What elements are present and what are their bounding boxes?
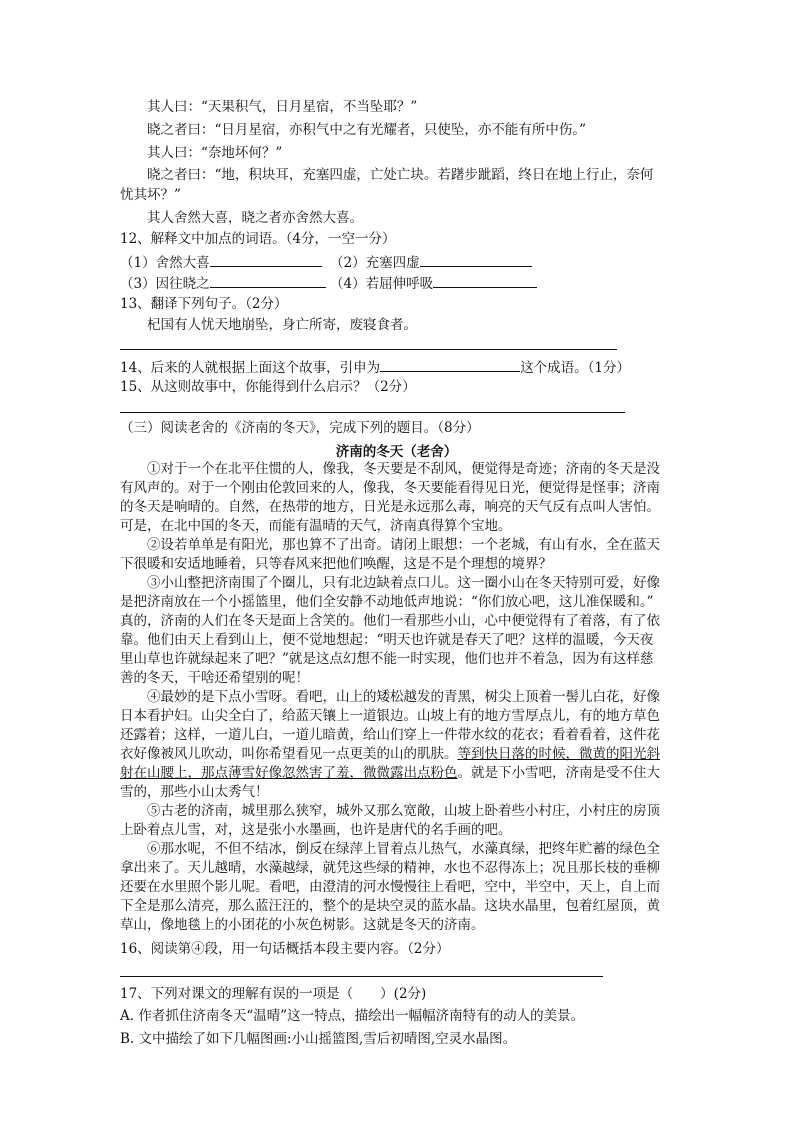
q17-option-b[interactable]: B. 文中描绘了如下几幅图画:小山摇篮图,雪后初晴图,空灵水晶图。 (120, 1031, 517, 1047)
q13-prompt: 13、翻译下列句子。（2分） (120, 296, 288, 312)
q15-prompt: 15、从这则故事中，你能得到什么启示？（2分） (120, 379, 416, 395)
q14-before: 14、后来的人就根据上面这个故事，引申为 (120, 360, 381, 376)
passage-line: 有风声的。对于一个刚由伦敦回来的人，像我，冬天要能看得见日光，便觉得是怪事；济南 (120, 480, 660, 496)
q13-sentence: 杞国有人忧天地崩坠，身亡所寄，废寝食者。 (147, 317, 417, 333)
q14-after: 这个成语。（1分） (520, 360, 631, 376)
q14-line (120, 357, 630, 378)
q12-item-4 (330, 273, 537, 294)
passage-line: 真的，济南的人们在冬天是面上含笑的。他们一看那些小山，心中便觉得有了着落，有了依 (120, 613, 660, 629)
dialogue-line-6: 其人舍然大喜，晓之者亦舍然大喜。 (147, 210, 363, 226)
q12-item-3 (120, 273, 326, 294)
passage-line: 下很暖和安适地睡着，只等春风来把他们唤醒，这是不是个理想的境界？ (120, 556, 552, 572)
q12-item-3-label: （3）因往晓之 (120, 276, 210, 292)
section3-header: （三）阅读老舍的《济南的冬天》，完成下列的题目。（8分） (120, 420, 480, 436)
passage-line: 日本看护妇。山尖全白了，给蓝天镶上一道银边。山坡上有的地方雪厚点儿，有的地方草色 (120, 708, 660, 724)
dialogue-line-5: 忧其坏？” (120, 187, 181, 203)
passage-line: 雪的，那些小山太秀气！ (120, 784, 269, 800)
q12-blank-1[interactable] (210, 252, 322, 267)
underlined-sentence: 射在山腰上，那点薄雪好像忽然害了羞，微微露出点粉色 (120, 765, 458, 781)
q13-answer-line[interactable] (120, 349, 617, 350)
passage-line: ⑥那水呢，不但不结冰，倒反在绿萍上冒着点儿热气，水藻真绿，把终年贮蓄的绿色全 (120, 841, 660, 857)
q14-blank[interactable] (380, 357, 520, 372)
passage-line: ①对于一个在北平住惯的人，像我，冬天要是不刮风，便觉得是奇迹；济南的冬天是没 (120, 461, 660, 477)
passage-line: 是把济南放在一个小摇篮里，他们全安静不动地低声地说：“你们放心吧，这儿准保暖和。” (120, 594, 654, 610)
q12-blank-3[interactable] (210, 273, 326, 288)
passage-line: 还露着；这样，一道儿白，一道儿暗黄，给山们穿上一件带水纹的花衣；看着看着，这件花 (120, 727, 660, 743)
passage-line (120, 745, 660, 764)
q17-prompt: 17、下列对课文的理解有误的一项是（ ）(2分) (120, 986, 427, 1002)
dialogue-line-1: 其人曰：“天果积气，日月星宿，不当坠耶？” (147, 99, 418, 115)
q12-item-1 (120, 252, 322, 273)
passage-text: 。就是下小雪吧，济南是受不住大 (457, 765, 660, 781)
passage-line: 拿出来了。天儿越晴，水藻越绿，就凭这些绿的精神，水也不忍得冻上；况且那长枝的垂柳 (120, 860, 660, 876)
q12-item-4-label: （4）若屈伸呼吸 (330, 276, 434, 292)
q17-option-a[interactable]: A. 作者抓住济南冬天“温晴”这一特点，描绘出一幅幅济南特有的动人的美景。 (120, 1008, 585, 1024)
passage-text: 衣好像被风儿吹动，叫你希望看见一点更美的山的肌肤。 (120, 746, 458, 762)
q16-answer-line[interactable] (120, 976, 603, 977)
dialogue-line-2: 晓之者曰：“日月星宿，亦积气中之有光耀者，只使坠，亦不能有所中伤。” (147, 122, 587, 138)
underlined-sentence: 等到快日落的时候，微黄的阳光斜 (457, 746, 660, 762)
passage-line: ③小山整把济南围了个圈儿，只有北边缺着点口儿。这一圈小山在冬天特别可爱，好像 (120, 575, 660, 591)
passage-line: 上卧着点儿雪，对，这是张小水墨画，也许是唐代的名手画的吧。 (120, 822, 512, 838)
passage-line: 善的冬天，干啥还希望别的呢！ (120, 670, 309, 686)
q12-prompt: 12、解释文中加点的词语。（4分，一空一分） (120, 231, 396, 247)
q12-blank-4[interactable] (433, 273, 537, 288)
passage-line: ④最妙的是下点小雪呀。看吧，山上的矮松越发的青黑，树尖上顶着一髻儿白花，好像 (120, 689, 660, 705)
q12-item-1-label: （1）舍然大喜 (120, 255, 210, 271)
passage-line (120, 764, 660, 783)
passage-line: 还要在水里照个影儿呢。看吧，由澄清的河水慢慢往上看吧，空中，半空中，天上，自上而 (120, 879, 660, 895)
q15-answer-line[interactable] (120, 412, 625, 413)
dialogue-line-4: 晓之者曰：“地，积块耳，充塞四虚，亡处亡块。若躇步跐蹈，终日在地上行止，奈何 (147, 167, 654, 183)
passage-line: 下全是那么清亮，那么蓝汪汪的，整个的是块空灵的蓝水晶。这块水晶里，包着红屋顶，黄 (120, 898, 660, 914)
q12-item-2 (330, 252, 532, 273)
passage-line: 靠。他们由天上看到山上，便不觉地想起：“明天也许就是春天了吧？这样的温暖，今天夜 (120, 632, 654, 648)
passage-line: 草山，像地毯上的小团花的小灰色树影。这就是冬天的济南。 (120, 917, 485, 933)
passage-line: ②设若单单是有阳光，那也算不了出奇。请闭上眼想：一个老城，有山有水，全在蓝天 (120, 537, 660, 553)
dialogue-line-3: 其人曰：“奈地坏何？” (147, 145, 283, 161)
q16-prompt: 16、阅读第④段，用一句话概括本段主要内容。（2分） (120, 941, 450, 957)
passage-line: 里山草也许就绿起来了吧？”就是这点幻想不能一时实现，他们也并不着急，因为有这样慈 (120, 651, 654, 667)
passage-line: 的冬天是响晴的。自然，在热带的地方，日光是永远那么毒，响亮的天气反有点叫人害怕。 (120, 499, 660, 515)
q12-item-2-label: （2）充塞四虚 (330, 255, 420, 271)
passage-line: ⑤古老的济南，城里那么狭窄，城外又那么宽敞，山坡上卧着些小村庄，小村庄的房顶 (120, 803, 660, 819)
q12-blank-2[interactable] (420, 252, 532, 267)
passage-line: 可是，在北中国的冬天，而能有温晴的天气，济南真得算个宝地。 (120, 518, 512, 534)
passage-title: 济南的冬天（老舍） (335, 444, 458, 460)
